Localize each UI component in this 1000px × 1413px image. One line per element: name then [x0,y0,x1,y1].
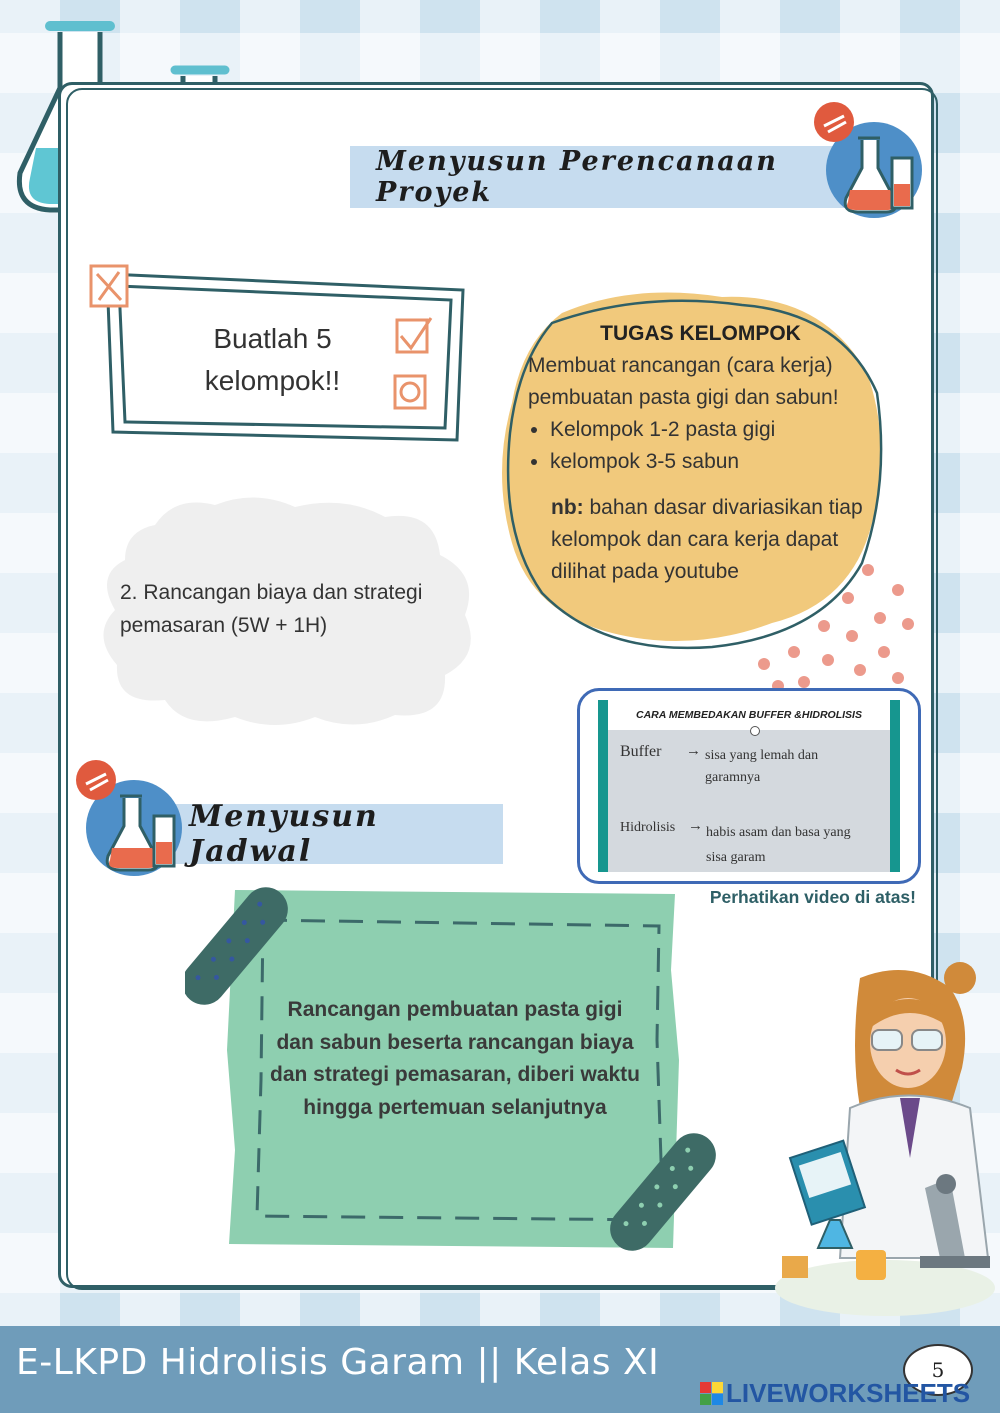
video-player[interactable] [577,688,921,884]
task-panel [528,318,873,588]
section-banner-schedule [175,799,503,869]
liveworksheets-brand: LIVEWORKSHEETS [726,1377,971,1408]
liveworksheets-mark-icon [700,1382,723,1405]
section-title-planning: Menyusun Perencanaan Proyek [376,146,778,208]
scientist-illustration [760,958,1000,1324]
task-list-item: • kelompok 3-5 sabun [550,446,873,478]
task-list [528,414,873,478]
video-row1-desc: sisa yang lemah dan garamnya [705,748,819,785]
video-thumbnail[interactable] [598,700,900,872]
video-row2-desc: habis asam dan basa yang sisa garam [706,825,851,865]
page-number: 5 [903,1344,973,1396]
section-banner-planning [350,146,850,208]
video-cursor-icon [750,726,760,736]
video-slide [608,700,890,872]
group-instruction: Buatlah 5 kelompok!! [204,323,341,396]
video-row2-arrow: → [688,818,703,834]
video-slide-heading: CARA MEMBEDAKAN BUFFER &HIDROLISIS [608,700,890,730]
task-description: Membuat rancangan (cara kerja) pembuatan pasta gigi dan sabun! [528,354,839,409]
task-note-label: nb: [551,496,584,519]
section-title-schedule: Menyusun Jadwal [189,799,379,869]
video-row2-term: Hidrolisis [620,820,676,835]
video-row1-arrow: → [686,743,701,759]
cloud-text: 2. Rancangan biaya dan strategi pemasaran (5W + 1H) [120,581,423,637]
lab-badge-icon [808,98,923,223]
schedule-text: Rancangan pembuatan pasta gigi dan sabun beserta rancangan biaya dan strategi pemasaran, diberi waktu hingga pertemuan selanjutnya [270,998,640,1119]
task-title: TUGAS KELOMPOK [600,322,801,345]
task-note-text: bahan dasar divariasikan tiap kelompok dan cara kerja dapat dilihat pada youtube [551,496,863,583]
footer-title: E-LKPD Hidrolisis Garam || Kelas XI [16,1342,660,1383]
task-list-item: • Kelompok 1-2 pasta gigi [550,414,873,446]
video-caption: Perhatikan video di atas! [709,887,916,907]
dots-decoration [748,560,918,695]
liveworksheets-logo[interactable] [700,1376,1000,1410]
lab-badge-icon [70,756,185,881]
video-row1-term: Buffer [620,743,662,760]
